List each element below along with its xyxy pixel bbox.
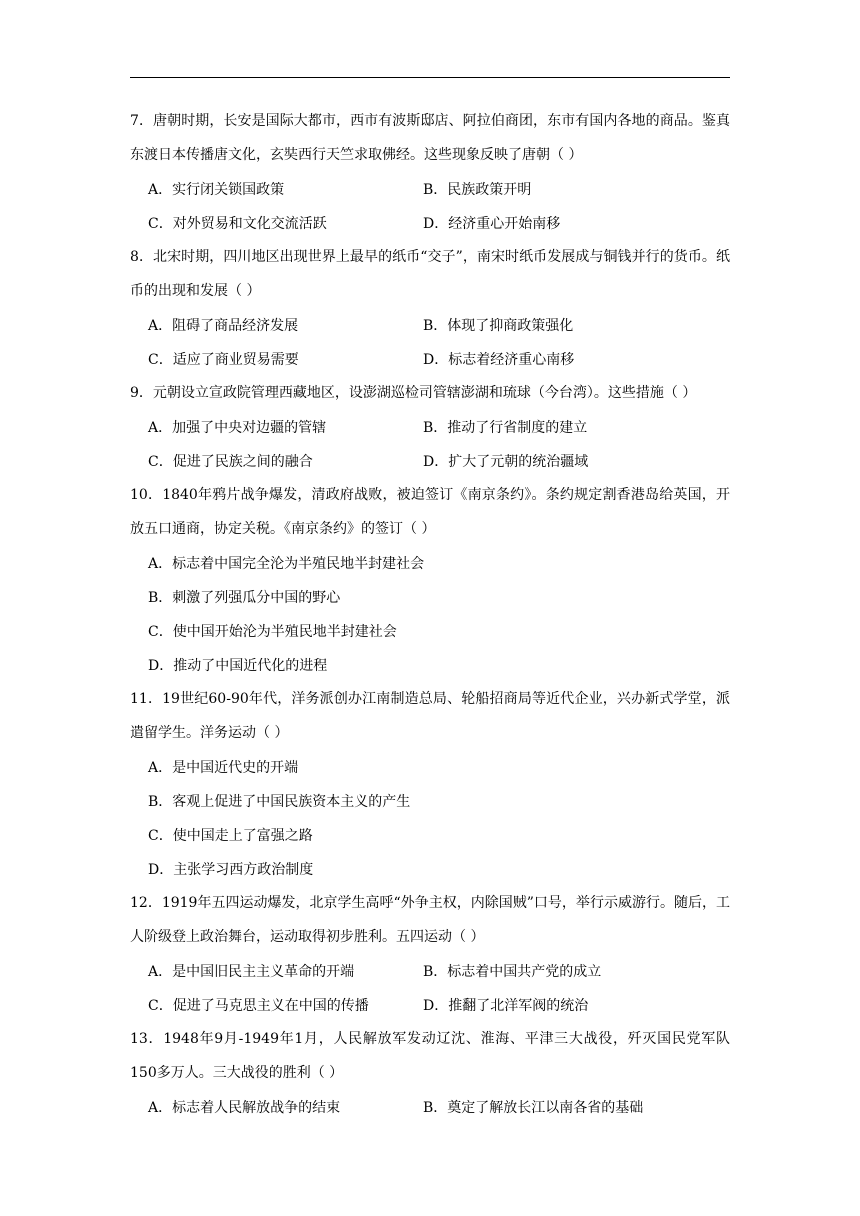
question-stem: 9．元朝设立宣政院管理西藏地区，设澎湖巡检司管辖澎湖和琉球（今台湾）。这些措施（ ） [130,385,697,401]
option-a: A．阻碍了商品经济发展 [148,318,299,334]
option-a: A．加强了中央对边疆的管辖 [148,420,327,436]
question-7 [130,104,730,240]
option-d: D．扩大了元朝的统治疆域 [423,454,589,470]
question-stem: 11．19世纪60-90年代，洋务派创办江南制造总局、轮船招商局等近代企业，兴办新式学堂，派遣留学生。洋务运动（ ） [130,691,730,741]
option-c: C．促进了马克思主义在中国的传播 [148,998,369,1014]
question-stem: 12．1919年五四运动爆发，北京学生高呼“外争主权，内除国贼”口号，举行示威游行。随后，工人阶级登上政治舞台，运动取得初步胜利。五四运动（ ） [130,895,730,945]
option-d: D．推动了中国近代化的进程 [148,658,328,674]
option-b: B．体现了抑商政策强化 [423,318,574,334]
question-list [130,104,730,1124]
question-stem: 8．北宋时期，四川地区出现世界上最早的纸币“交子”，南宋时纸币发展成与铜钱并行的货币。纸币的出现和发展（ ） [130,249,730,299]
question-stem: 7．唐朝时期，长安是国际大都市，西市有波斯邸店、阿拉伯商团，东市有国内各地的商品。鉴真东渡日本传播唐文化，玄奘西行天竺求取佛经。这些现象反映了唐朝（ ） [130,113,730,163]
option-c: C．适应了商业贸易需要 [148,352,299,368]
option-d: D．经济重心开始南移 [423,216,561,232]
question-stem: 13．1948年9月-1949年1月，人民解放军发动辽沈、淮海、平津三大战役，歼灭国民党军队150多万人。三大战役的胜利（ ） [130,1031,730,1081]
option-d: D．推翻了北洋军阀的统治 [423,998,589,1014]
header-rule [130,77,730,78]
option-a: A．实行闭关锁国政策 [148,182,285,198]
option-a: A．是中国旧民主主义革命的开端 [148,964,355,980]
option-list [130,546,730,682]
option-a: A．是中国近代史的开端 [148,760,299,776]
option-c: C．对外贸易和文化交流活跃 [148,216,327,232]
option-c: C．使中国走上了富强之路 [148,828,313,844]
option-c: C．促进了民族之间的融合 [148,454,313,470]
option-b: B．刺激了列强瓜分中国的野心 [148,590,341,606]
option-d: D．标志着经济重心南移 [423,352,575,368]
question-stem: 10．1840年鸦片战争爆发，清政府战败，被迫签订《南京条约》。条约规定割香港岛给英国，开放五口通商，协定关税。《南京条约》的签订（ ） [130,487,730,537]
option-b: B．标志着中国共产党的成立 [423,964,602,980]
question-11 [130,682,730,886]
question-13 [130,1022,730,1124]
question-8 [130,240,730,376]
option-c: C．使中国开始沦为半殖民地半封建社会 [148,624,397,640]
option-a: A．标志着中国完全沦为半殖民地半封建社会 [148,556,425,572]
option-list [130,410,730,478]
option-list [130,954,730,1022]
question-10 [130,478,730,682]
option-list [130,172,730,240]
option-b: B．推动了行省制度的建立 [423,420,588,436]
option-b: B．民族政策开明 [423,182,532,198]
option-list [130,308,730,376]
question-12 [130,886,730,1022]
option-list [130,750,730,886]
option-b: B．客观上促进了中国民族资本主义的产生 [148,794,411,810]
option-b: B．奠定了解放长江以南各省的基础 [423,1100,644,1116]
option-d: D．主张学习西方政治制度 [148,862,314,878]
option-list [130,1090,730,1124]
question-9 [130,376,730,478]
option-a: A．标志着人民解放战争的结束 [148,1100,341,1116]
